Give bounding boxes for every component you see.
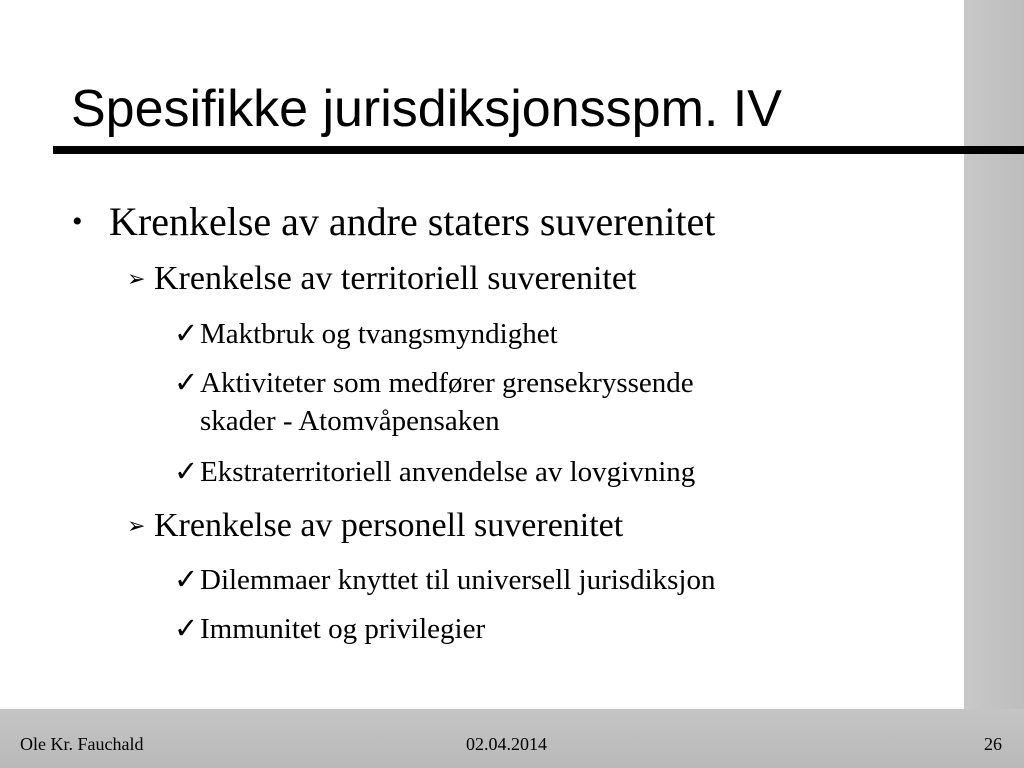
checkmark-icon: ✓ [174,564,199,596]
bullet-text: Ekstraterritoriell anvendelse av lovgivning [200,456,696,488]
bullet-text: Krenkelse av territoriell suverenitet [154,260,637,297]
arrow-bullet-icon: ➢ [127,266,146,291]
footer-date: 02.04.2014 [466,734,547,754]
checkmark-icon: ✓ [174,318,199,350]
bullet-text-line1: Aktiviteter som medfører grensekryssende [200,367,694,399]
bullet-text: Dilemmaer knyttet til universell jurisdiksjon [200,564,716,596]
bullet-dot-icon: • [72,205,83,238]
bullet-text: Krenkelse av personell suverenitet [154,507,624,544]
right-decorative-band [964,0,1024,768]
footer-author: Ole Kr. Fauchald [20,734,144,754]
checkmark-icon: ✓ [174,613,199,645]
checkmark-icon: ✓ [174,456,199,488]
checkmark-icon: ✓ [174,367,199,399]
bullet-text: Immunitet og privilegier [200,613,486,645]
arrow-bullet-icon: ➢ [127,513,146,538]
bullet-text: Krenkelse av andre staters suverenitet [109,199,716,244]
bullet-text: Maktbruk og tvangsmyndighet [200,318,558,350]
footer-page-number: 26 [984,734,1002,754]
slide-title: Spesifikke jurisdiksjonsspm. IV [71,80,782,138]
bullet-text-line2: skader - Atomvåpensaken [200,405,500,437]
